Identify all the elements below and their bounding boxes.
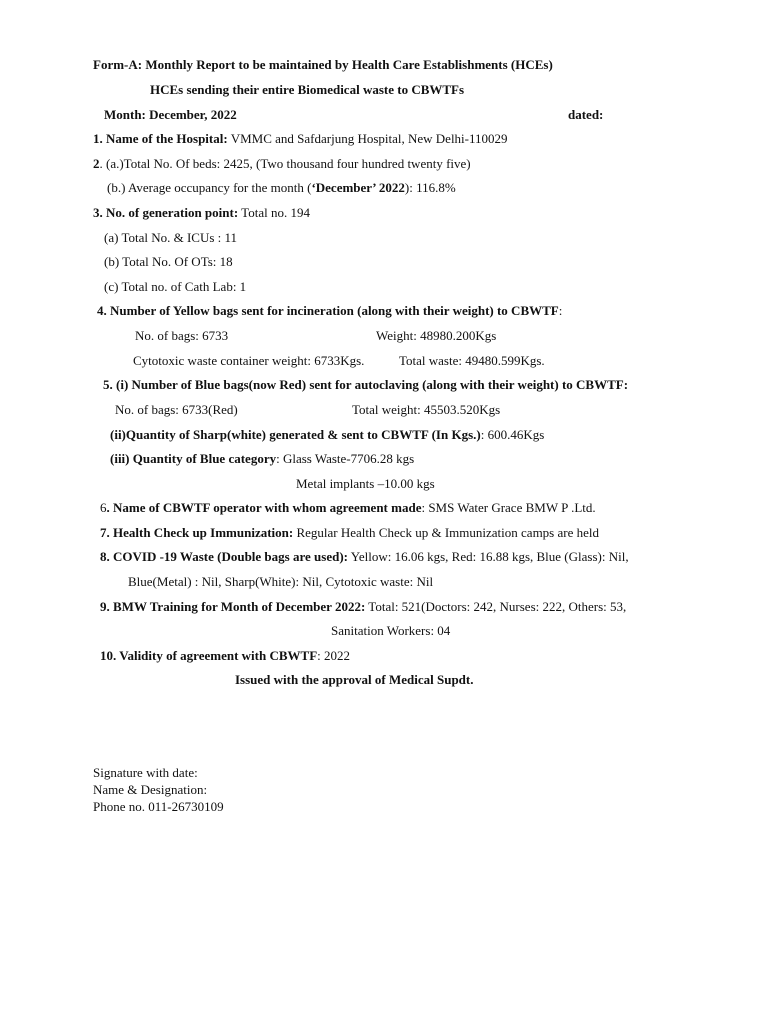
item-cbwtf-operator: 6. Name of CBWTF operator with whom agreement made: SMS Water Grace BMW P .Ltd. xyxy=(100,500,596,515)
item-ots: (b) Total No. Of OTs: 18 xyxy=(104,254,233,269)
blue-bags-count: No. of bags: 6733(Red) xyxy=(115,402,238,417)
item-hospital-name: 1. Name of the Hospital: VMMC and Safdarjung Hospital, New Delhi-110029 xyxy=(93,131,508,146)
item-blue-bags: 5. (i) Number of Blue bags(now Red) sent for autoclaving (along with their weight) to CBWTF: xyxy=(103,377,629,392)
name-designation-line: Name & Designation: xyxy=(93,782,208,797)
phone-line: Phone no. 011-26730109 xyxy=(93,799,224,814)
yellow-bags-weight: Weight: 48980.200Kgs xyxy=(376,328,497,343)
total-waste: Total waste: 49480.599Kgs. xyxy=(399,353,545,368)
item-yellow-bags: 4. Number of Yellow bags sent for incineration (along with their weight) to CBWTF: xyxy=(97,303,563,318)
cytotoxic-weight: Cytotoxic waste container weight: 6733Kgs. xyxy=(133,353,365,368)
covid-waste-continued: Blue(Metal) : Nil, Sharp(White): Nil, Cytotoxic waste: Nil xyxy=(128,574,434,589)
form-title: Form-A: Monthly Report to be maintained by Health Care Establishments (HCEs) xyxy=(93,57,553,72)
signature-line: Signature with date: xyxy=(93,765,198,780)
form-subtitle: HCEs sending their entire Biomedical waste to CBWTFs xyxy=(150,82,465,97)
item-cath-lab: (c) Total no. of Cath Lab: 1 xyxy=(104,279,247,294)
item-icus: (a) Total No. & ICUs : 11 xyxy=(104,230,238,245)
item-bmw-training: 9. BMW Training for Month of December 2022: Total: 521(Doctors: 242, Nurses: 222, Others: 53, xyxy=(100,599,627,614)
yellow-bags-count: No. of bags: 6733 xyxy=(135,328,229,343)
item-average-occupancy: (b.) Average occupancy for the month (‘December’ 2022): 116.8% xyxy=(107,180,456,195)
blue-bags-weight: Total weight: 45503.520Kgs xyxy=(352,402,501,417)
item-generation-points: 3. No. of generation point: Total no. 194 xyxy=(93,205,310,220)
item-total-beds: 2. (a.)Total No. Of beds: 2425, (Two thousand four hundred twenty five) xyxy=(93,156,471,171)
item-covid-waste: 8. COVID -19 Waste (Double bags are used): Yellow: 16.06 kgs, Red: 16.88 kgs, Blue (Glass): Nil, xyxy=(100,549,629,564)
sharp-quantity: (ii)Quantity of Sharp(white) generated & sent to CBWTF (In Kgs.): 600.46Kgs xyxy=(110,427,545,442)
report-month: Month: December, 2022 xyxy=(104,107,237,122)
blue-category-glass: (iii) Quantity of Blue category: Glass Waste-7706.28 kgs xyxy=(110,451,415,466)
bmw-training-continued: Sanitation Workers: 04 xyxy=(331,623,451,638)
blue-category-metal: Metal implants –10.00 kgs xyxy=(296,476,435,491)
report-dated: dated: xyxy=(568,107,604,122)
item-agreement-validity: 10. Validity of agreement with CBWTF: 2022 xyxy=(100,648,351,663)
issued-note: Issued with the approval of Medical Supdt. xyxy=(235,672,474,687)
item-health-check: 7. Health Check up Immunization: Regular Health Check up & Immunization camps are held xyxy=(100,525,599,540)
